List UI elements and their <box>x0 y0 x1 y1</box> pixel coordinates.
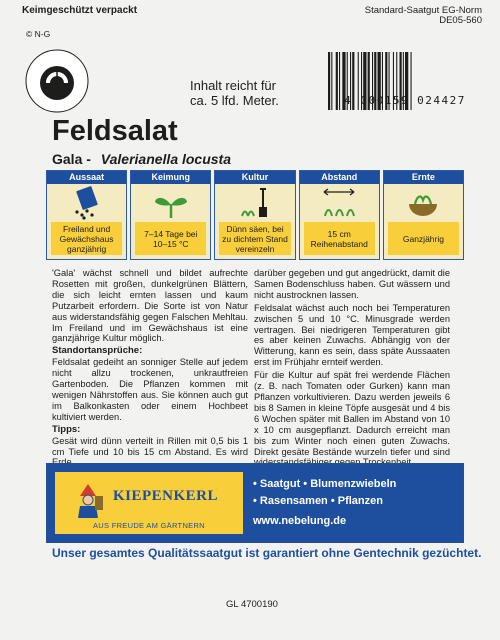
green-dot-logo <box>24 48 90 114</box>
tips-text: Gesät wird dünn verteilt in Rillen mit 0,5 bis 1 cm Tiefe und 10 bis 15 cm Abstand. Es wird <box>52 435 248 457</box>
icon-card-text: 15 cm Reihenabstand <box>304 222 375 255</box>
icon-card-heading: Kultur <box>215 171 294 184</box>
icon-card-text: Dünn säen, bei zu dichtem Stand vereinzeln <box>219 222 290 255</box>
right-text-2: Feldsalat wächst auch noch bei Temperaturen zwischen 5 und 10 °C. Minusgrade werden vertragen. Bei niedrigeren Temperaturen gibt es aber keinen Zuwachs. Abhängig von der Witterung, kann es sein, dass späte Aussaaten erst im Frühjahr ernteif werden. <box>254 302 450 368</box>
icon-card-text: Ganzjährig <box>388 222 459 255</box>
product-name: Feldsalat <box>52 115 178 147</box>
tips-heading: Tipps: <box>52 423 81 435</box>
spade-icon <box>235 186 275 220</box>
amount-info <box>190 78 279 108</box>
icon-card-heading: Aussaat <box>47 171 126 184</box>
product-code: GL 4700190 <box>226 599 278 610</box>
barcode-number: 4 000159 024427 <box>344 94 466 107</box>
amount-line-1: Inhalt reicht für <box>190 78 276 93</box>
product-categories-1: • Saatgut • Blumenzwiebeln <box>253 478 397 490</box>
guarantee-text: Unser gesamtes Qualitätssaatgut ist garantiert ohne Gentechnik gezüchtet. <box>52 546 482 560</box>
standard-text: Standard-Saatgut EG-Norm <box>364 5 482 16</box>
sprout-icon <box>151 186 191 220</box>
variety-name: Gala - <box>52 151 91 167</box>
text-column-left <box>52 268 248 470</box>
standard-code: DE05-560 <box>439 15 482 26</box>
cultivation-icons <box>46 170 464 260</box>
website-link[interactable]: www.nebelung.de <box>253 515 347 527</box>
icon-card-heading: Abstand <box>300 171 379 184</box>
icon-card-sowing <box>46 170 127 260</box>
header-left-text: Keimgeschützt verpackt <box>22 5 138 16</box>
icon-card-cultivation <box>214 170 295 260</box>
icon-card-heading: Ernte <box>384 171 463 184</box>
icon-card-heading: Keimung <box>131 171 210 184</box>
brand-footer <box>46 463 464 543</box>
right-text-3: Für die Kultur auf spät frei werdende Flächen (z. B. nach Tomaten oder Gurken) kann man Pflanzen vorkultivieren. Dazu werden jeweils 6 bis 8 Samen in kleine Töpfe ausgesät und 4 bis 6 Wochen später mit Ballen im Abstand von 10 x 10 cm ausgepflanzt. Dadurch erreicht man bis zum Winter noch einen guten Zuwachs. Direkt gesäte Bestände wurzeln tiefer und sind <box>254 370 450 457</box>
text-column-right <box>254 268 450 470</box>
icon-card-text: 7–14 Tage bei 10–15 °C <box>135 222 206 255</box>
brand-tagline: AUS FREUDE AM GÄRTNERN <box>93 521 205 530</box>
brand-name: KIEPENKERL <box>113 488 219 504</box>
icon-card-text: Freiland und Gewächshaus ganzjährig <box>51 222 122 255</box>
amount-line-2: ca. 5 lfd. Meter. <box>190 93 279 108</box>
brand-box <box>55 472 243 534</box>
latin-name: Valerianella locusta <box>100 151 232 167</box>
icon-card-spacing <box>299 170 380 260</box>
icon-card-harvest <box>383 170 464 260</box>
seed-packet-icon <box>67 186 107 220</box>
intro-text: 'Gala' wächst schnell und bildet aufrechte Rosetten mit großen, dunkelgrünen Blättern, die sich leicht ernten lassen und kaum Putzarbeit erfordern. Die Sorte ist von Natur aus widerstandsfähig gegen Falschen Mehltau. Im Freiland und im Gewächshaus ist eine ganzjährige Kultur möglich. <box>52 268 248 344</box>
harvest-bowl-icon <box>403 186 443 220</box>
gnome-logo-icon <box>69 482 107 520</box>
right-text-1: darüber gegeben und gut angedrückt, damit die Samen Bodenschluss haben. Gut wässern und nicht austrocknen lassen. <box>254 268 450 300</box>
product-categories-2: • Rasensamen • Pflanzen <box>253 495 383 507</box>
icon-card-germination <box>130 170 211 260</box>
copyright-text: © N-G <box>26 29 51 39</box>
row-spacing-icon <box>319 186 359 220</box>
location-heading: Standortansprüche: <box>52 345 143 357</box>
product-subtitle <box>52 151 231 167</box>
location-text: Feldsalat gedeiht an sonniger Stelle auf jedem nicht allzu trockenen, unkrautfreien Gartenboden. Die Pflanzen kommen mit wenigen Nährstoffen aus. Sie können auch gut im Balkonkasten oder einem Hochbeet kultiviert werden. <box>52 357 248 422</box>
